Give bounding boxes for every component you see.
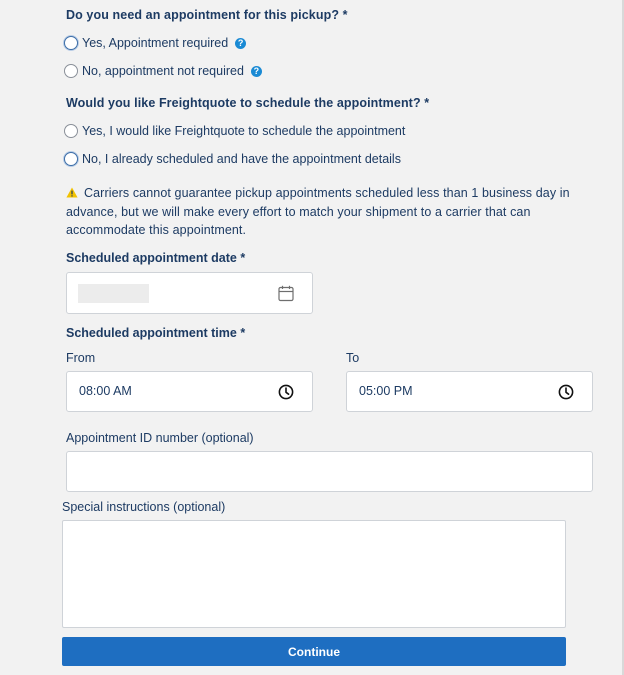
date-label: Scheduled appointment date *	[66, 251, 246, 265]
radio-label: Yes, I would like Freightquote to schedule the appointment	[82, 124, 406, 138]
radio-freightquote-schedule[interactable]	[64, 123, 405, 139]
appointment-id-label: Appointment ID number (optional)	[66, 431, 254, 445]
special-instructions-textarea[interactable]	[62, 520, 566, 628]
help-circle-icon[interactable]: ?	[251, 66, 262, 77]
redacted-date-value	[78, 284, 149, 303]
special-instructions-label: Special instructions (optional)	[62, 500, 226, 514]
appointment-id-input[interactable]	[66, 451, 593, 492]
radio-label: No, I already scheduled and have the appointment details	[82, 152, 401, 166]
radio-label: Yes, Appointment required	[82, 36, 229, 50]
radio-button[interactable]	[64, 64, 78, 78]
appointment-needed-question: Do you need an appointment for this pickup? *	[66, 8, 348, 22]
help-circle-icon[interactable]: ?	[235, 38, 246, 49]
warning-message	[66, 184, 596, 240]
from-label: From	[66, 351, 96, 365]
time-label: Scheduled appointment time *	[66, 326, 246, 340]
radio-appointment-not-required[interactable]	[64, 63, 262, 79]
from-time-value: 08:00 AM	[79, 384, 132, 398]
to-label: To	[346, 351, 360, 365]
from-time-input[interactable]	[66, 371, 313, 412]
warning-text: Carriers cannot guarantee pickup appointments scheduled less than 1 business day in advance, but we will make every effort to match your shipment to a carrier that can accommodate this appointment.	[66, 186, 570, 237]
radio-label: No, appointment not required	[82, 64, 244, 78]
radio-button[interactable]	[64, 124, 78, 138]
radio-appointment-required[interactable]	[64, 35, 246, 51]
date-input[interactable]	[66, 272, 313, 314]
continue-button[interactable]: Continue	[62, 637, 566, 666]
warning-triangle-icon	[66, 187, 78, 198]
radio-button[interactable]	[64, 152, 78, 166]
to-time-input[interactable]	[346, 371, 593, 412]
to-time-value: 05:00 PM	[359, 384, 413, 398]
clock-icon[interactable]	[558, 384, 574, 400]
clock-icon[interactable]	[278, 384, 294, 400]
calendar-icon[interactable]	[278, 285, 294, 302]
schedule-by-question: Would you like Freightquote to schedule the appointment? *	[66, 96, 430, 110]
radio-already-scheduled[interactable]	[64, 151, 401, 167]
radio-button[interactable]	[64, 36, 78, 50]
